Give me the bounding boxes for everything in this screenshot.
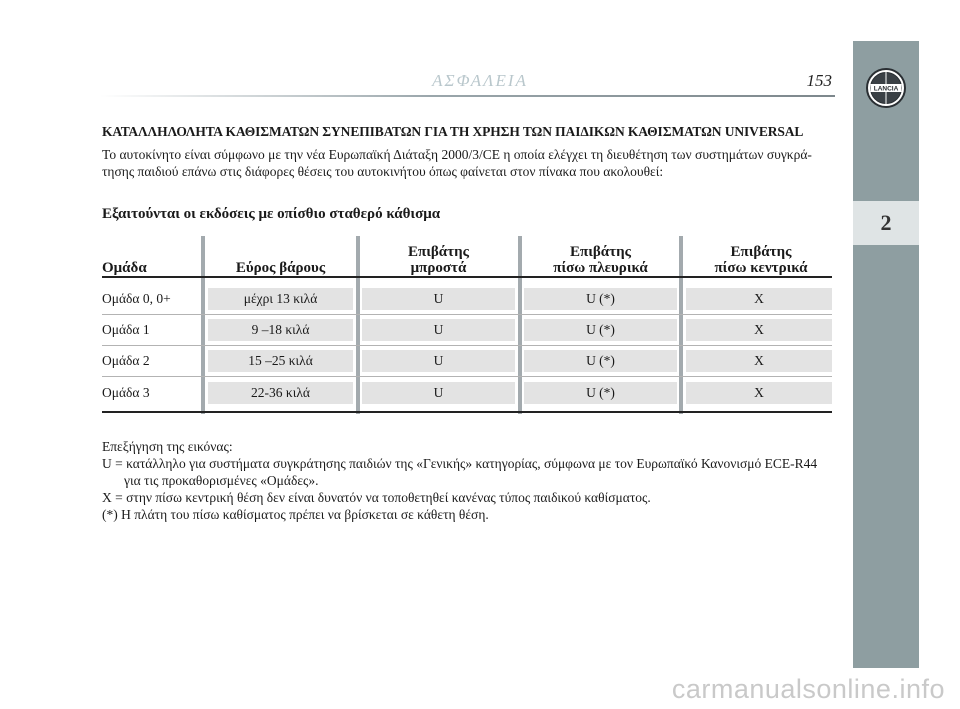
page-header-title: ΑΣΦΑΛΕΙΑ: [432, 71, 528, 90]
cell-rear-center: X: [686, 350, 832, 372]
legend-asterisk-note: (*) Η πλάτη του πίσω καθίσματος πρέπει να βρίσκεται σε κάθετη θέση.: [102, 507, 489, 522]
cell-rear-center: X: [686, 319, 832, 341]
cell-front: U: [362, 382, 515, 404]
cell-weight: μέχρι 13 κιλά: [208, 288, 353, 310]
header-rear-side-passenger: Επιβάτης πίσω πλευρικά: [553, 244, 648, 276]
header-group: Ομάδα: [102, 260, 147, 276]
chapter-side-bar: [853, 41, 919, 668]
header-rear-center-passenger: Επιβάτης πίσω κεντρικά: [714, 244, 808, 276]
header-divider: [100, 95, 835, 97]
legend: [102, 438, 837, 523]
legend-x-definition: X = στην πίσω κεντρική θέση δεν είναι δυνατόν να τοποθετηθεί κανένας τύπος παιδικού καθίσματος.: [102, 490, 651, 505]
chapter-number: 2: [853, 201, 919, 245]
cell-rear-center: X: [686, 382, 832, 404]
header-weight-range: Εύρος βάρους: [235, 260, 326, 276]
cell-rear-center: X: [686, 288, 832, 310]
cell-group: Ομάδα 2: [102, 353, 150, 368]
cell-group: Ομάδα 3: [102, 385, 150, 400]
column-separator: [356, 236, 360, 414]
cell-group: Ομάδα 1: [102, 322, 150, 337]
cell-weight: 9 –18 κιλά: [208, 319, 353, 341]
row-separator: [102, 314, 832, 315]
column-separator: [679, 236, 683, 414]
cell-weight: 22-36 κιλά: [208, 382, 353, 404]
cell-rear-side: U (*): [524, 382, 677, 404]
column-separator: [518, 236, 522, 414]
legend-u-definition: U = κατάλληλο για συστήματα συγκράτησης παιδιών της «Γενικής» κατηγορίας, σύμφωνα με τον Ευρωπαϊκό Κανονισμό ECE-R44: [102, 456, 818, 471]
row-separator: [102, 376, 832, 377]
cell-front: U: [362, 350, 515, 372]
cell-rear-side: U (*): [524, 350, 677, 372]
watermark: carmanualsonline.info: [671, 674, 945, 704]
cell-group: Ομάδα 0, 0+: [102, 291, 171, 306]
legend-title: Επεξήγηση της εικόνας:: [102, 439, 233, 454]
row-separator: [102, 345, 832, 346]
legend-u-definition-continued: για τις προκαθορισμένες «Ομάδες».: [124, 473, 319, 488]
cell-weight: 15 –25 κιλά: [208, 350, 353, 372]
table-subheading: Εξαιτούνται οι εκδόσεις με οπίσθιο σταθερό κάθισμα: [102, 206, 441, 222]
logo-text: LANCIA: [873, 85, 899, 93]
cell-front: U: [362, 288, 515, 310]
cell-rear-side: U (*): [524, 319, 677, 341]
page-number: 153: [806, 71, 832, 90]
column-separator: [201, 236, 205, 414]
table-top-rule: [102, 276, 832, 278]
intro-paragraph: Το αυτοκίνητο είναι σύμφωνο με την νέα Ευρωπαϊκή Διάταξη 2000/3/CE η οποία ελέγχει τη διευθέτηση των συστημάτων συγκρά-τησης παιδιού επάνω στις διάφορες θέσεις του αυτοκινήτου όπως φαίνεται στον πίνακα που ακολουθεί:: [102, 147, 812, 179]
section-title: ΚΑΤΑΛΛΗΛΟΛΗΤΑ ΚΑΘΙΣΜΑΤΩΝ ΣΥΝΕΠΙΒΑΤΩΝ ΓΙΑ ΤΗ ΧΡΗΣΗ ΤΩΝ ΠΑΙΔΙΚΩΝ ΚΑΘΙΣΜΑΤΩΝ UNIVERSAL: [102, 124, 804, 139]
header-front-passenger: Επιβάτης μπροστά: [408, 244, 469, 276]
table-bottom-rule: [102, 411, 832, 413]
cell-rear-side: U (*): [524, 288, 677, 310]
cell-front: U: [362, 319, 515, 341]
